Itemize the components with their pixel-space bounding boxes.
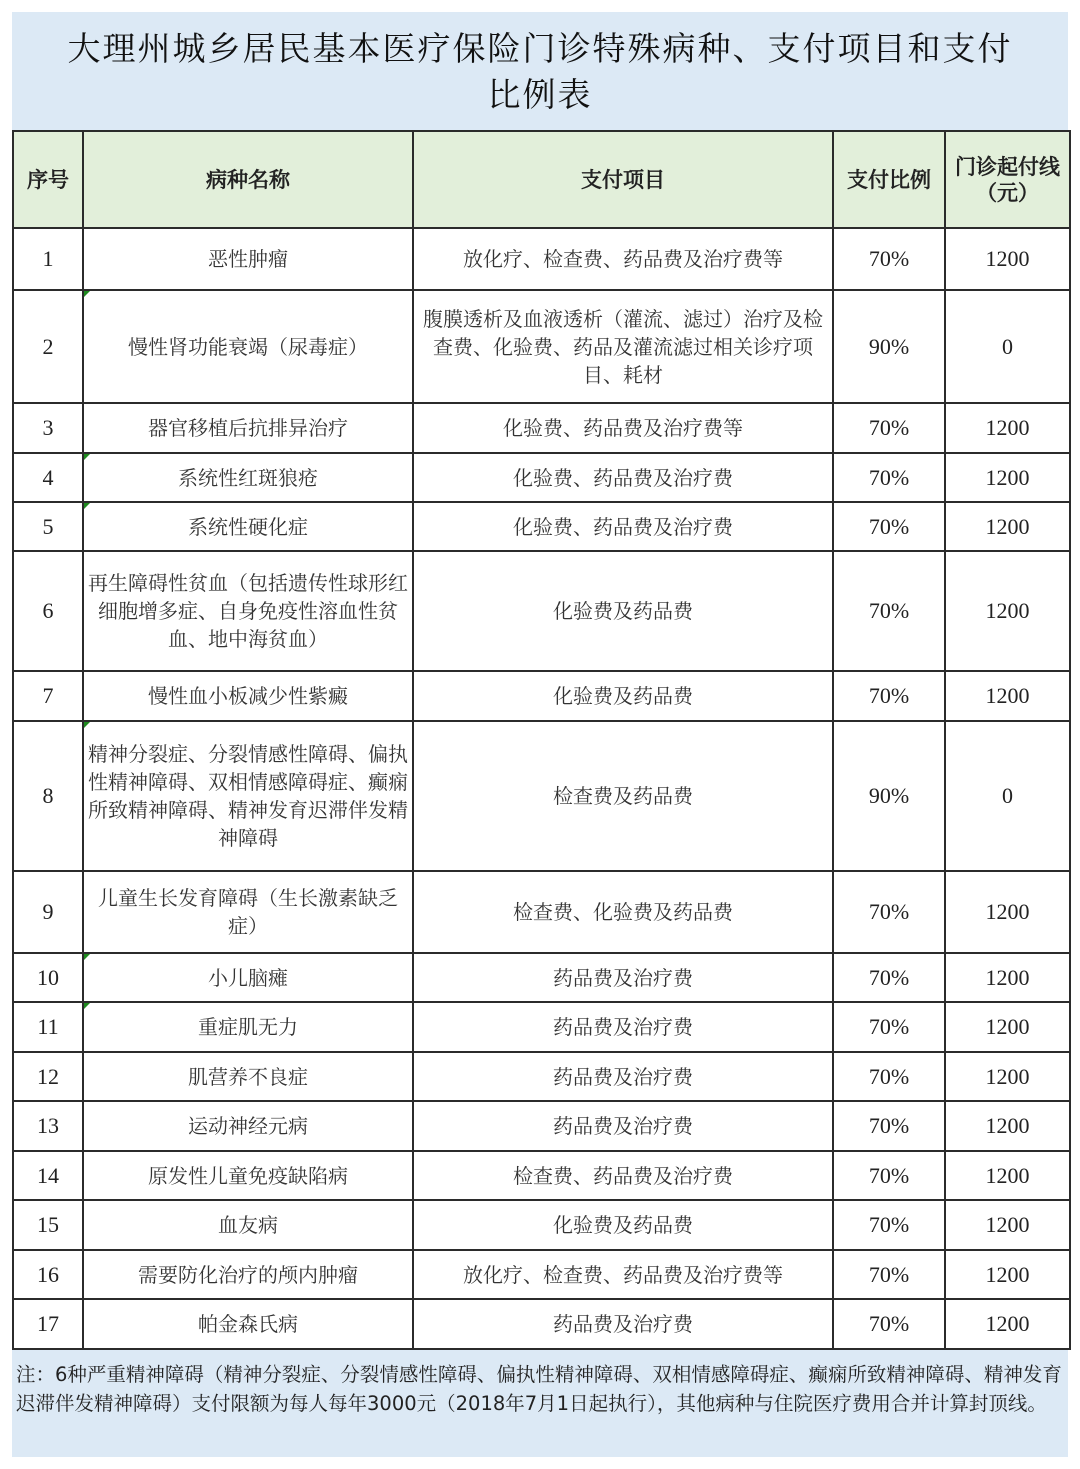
cell-items-text: 化验费及药品费 <box>553 1213 693 1237</box>
cell-disease-text: 运动神经元病 <box>188 1114 308 1138</box>
cell-threshold <box>945 551 1070 671</box>
cell-items <box>413 1250 833 1299</box>
cell-items-text: 药品费及治疗费 <box>553 1312 693 1336</box>
cell-items <box>413 1200 833 1250</box>
cell-threshold <box>945 1299 1070 1349</box>
cell-disease-text: 重症肌无力 <box>198 1015 298 1039</box>
cell-ratio <box>833 1200 945 1250</box>
cell-disease <box>83 502 413 551</box>
cell-disease-text: 原发性儿童免疫缺陷病 <box>148 1163 348 1188</box>
header-threshold: 门诊起付线（元） <box>945 131 1070 228</box>
cell-threshold <box>945 721 1070 871</box>
cell-threshold-text: 1200 <box>985 1311 1030 1336</box>
header-ratio: 支付比例 <box>833 131 945 228</box>
cell-no <box>13 671 83 721</box>
cell-disease-text: 慢性肾功能衰竭（尿毒症） <box>128 334 368 359</box>
table-row <box>13 290 1070 403</box>
cell-items <box>413 1151 833 1200</box>
table-row <box>13 1250 1070 1299</box>
cell-no-text: 13 <box>37 1113 59 1138</box>
cell-disease <box>83 871 413 953</box>
cell-threshold-text: 1200 <box>985 1261 1030 1287</box>
cell-no-text: 3 <box>42 415 54 440</box>
cell-no-text: 6 <box>42 598 54 623</box>
cell-ratio-text: 70% <box>868 1063 910 1089</box>
cell-disease-text: 小儿脑瘫 <box>208 965 288 990</box>
cell-items-text: 化验费、药品费及治疗费 <box>513 465 733 490</box>
cell-disease <box>83 1200 413 1250</box>
cell-no-text: 15 <box>37 1212 59 1237</box>
cell-threshold <box>945 502 1070 551</box>
cell-ratio-text: 70% <box>868 1162 910 1188</box>
cell-disease-text: 再生障碍性贫血（包括遗传性球形红细胞增多症、自身免疫性溶血性贫血、地中海贫血） <box>88 571 408 651</box>
cell-no-text: 11 <box>37 1014 59 1039</box>
cell-items <box>413 871 833 953</box>
comment-marker-icon <box>84 454 90 460</box>
page-title <box>12 26 1068 118</box>
cell-items-text: 化验费及药品费 <box>553 599 693 623</box>
cell-ratio <box>833 228 945 290</box>
cell-disease <box>83 1052 413 1101</box>
cell-items-text: 化验费及药品费 <box>553 684 693 708</box>
title-line-1: 大理州城乡居民基本医疗保险门诊特殊病种、支付项目和支付 <box>67 29 1013 68</box>
cell-items <box>413 228 833 290</box>
table-row <box>13 953 1070 1002</box>
table-row <box>13 1151 1070 1200</box>
cell-ratio-text: 70% <box>868 964 910 990</box>
table-row <box>13 871 1070 953</box>
cell-threshold-text: 1200 <box>985 899 1030 924</box>
cell-no <box>13 1250 83 1299</box>
title-band <box>12 12 1068 130</box>
cell-disease <box>83 1002 413 1052</box>
cell-disease-text: 帕金森氏病 <box>198 1312 298 1336</box>
note-band <box>12 1350 1068 1457</box>
cell-threshold <box>945 1250 1070 1299</box>
cell-ratio <box>833 502 945 551</box>
cell-disease-text: 慢性血小板减少性紫癜 <box>148 684 348 708</box>
cell-disease <box>83 290 413 403</box>
cell-ratio-text: 70% <box>868 598 910 623</box>
cell-disease-text: 系统性硬化症 <box>188 514 308 539</box>
table-row <box>13 1052 1070 1101</box>
cell-ratio <box>833 290 945 403</box>
cell-disease-text: 恶性肿瘤 <box>208 247 288 271</box>
cell-items-text: 药品费及治疗费 <box>553 1015 693 1039</box>
cell-ratio-text: 70% <box>868 1113 910 1138</box>
cell-threshold-text: 1200 <box>985 464 1030 490</box>
cell-threshold-text: 1200 <box>985 683 1030 708</box>
cell-threshold-text: 1200 <box>985 246 1030 271</box>
table-row <box>13 671 1070 721</box>
cell-no-text: 7 <box>42 683 54 708</box>
cell-disease <box>83 551 413 671</box>
table-row <box>13 551 1070 671</box>
cell-items-text: 腹膜透析及血液透析（灌流、滤过）治疗及检查费、化验费、药品及灌流滤过相关诊疗项目、耗材 <box>423 306 823 387</box>
cell-threshold <box>945 1200 1070 1250</box>
table-header-row <box>13 131 1070 228</box>
cell-ratio-text: 90% <box>868 333 910 359</box>
cell-disease <box>83 1151 413 1200</box>
cell-ratio <box>833 551 945 671</box>
cell-items-text: 化验费、药品费及治疗费等 <box>503 416 743 440</box>
table-row <box>13 1101 1070 1151</box>
cell-disease <box>83 403 413 453</box>
cell-ratio <box>833 671 945 721</box>
cell-disease-text: 精神分裂症、分裂情感性障碍、偏执性精神障碍、双相情感障碍症、癫痫所致精神障碍、精神发育迟滞伴发精神障碍 <box>88 742 408 850</box>
comment-marker-icon <box>84 954 90 960</box>
cell-disease <box>83 721 413 871</box>
cell-disease-text: 系统性红斑狼疮 <box>178 465 318 490</box>
cell-ratio <box>833 721 945 871</box>
cell-ratio <box>833 1052 945 1101</box>
cell-items <box>413 1002 833 1052</box>
cell-threshold <box>945 1002 1070 1052</box>
cell-items <box>413 403 833 453</box>
cell-no <box>13 1002 83 1052</box>
cell-ratio <box>833 1299 945 1349</box>
cell-disease <box>83 953 413 1002</box>
cell-disease <box>83 1299 413 1349</box>
cell-items <box>413 953 833 1002</box>
payment-table <box>12 130 1071 1350</box>
cell-threshold-text: 1200 <box>985 1014 1030 1039</box>
cell-no <box>13 502 83 551</box>
cell-no <box>13 228 83 290</box>
cell-no <box>13 1299 83 1349</box>
cell-threshold-text: 0 <box>1002 333 1013 359</box>
cell-items <box>413 671 833 721</box>
cell-ratio-text: 70% <box>868 1014 910 1039</box>
cell-ratio-text: 70% <box>868 1311 910 1336</box>
cell-ratio-text: 70% <box>868 415 910 440</box>
cell-no-text: 5 <box>42 513 54 539</box>
cell-ratio <box>833 953 945 1002</box>
cell-no <box>13 1052 83 1101</box>
cell-ratio-text: 70% <box>868 683 910 708</box>
cell-disease-text: 器官移植后抗排异治疗 <box>148 416 348 440</box>
cell-ratio-text: 70% <box>868 246 910 271</box>
cell-no <box>13 453 83 502</box>
cell-no-text: 4 <box>42 464 54 490</box>
cell-no-text: 16 <box>37 1261 59 1287</box>
cell-ratio <box>833 1250 945 1299</box>
table-row <box>13 1002 1070 1052</box>
header-items: 支付项目 <box>413 131 833 228</box>
cell-no-text: 10 <box>37 964 59 990</box>
cell-threshold <box>945 671 1070 721</box>
table-row <box>13 1299 1070 1349</box>
cell-threshold-text: 1200 <box>985 1162 1030 1188</box>
cell-no-text: 8 <box>42 783 54 808</box>
table-row <box>13 228 1070 290</box>
cell-threshold-text: 1200 <box>985 513 1030 539</box>
cell-threshold-text: 1200 <box>985 598 1030 623</box>
cell-items <box>413 1299 833 1349</box>
cell-no <box>13 1101 83 1151</box>
cell-threshold <box>945 1052 1070 1101</box>
cell-threshold <box>945 1101 1070 1151</box>
cell-items-text: 检查费、药品费及治疗费 <box>513 1163 733 1188</box>
cell-disease <box>83 1101 413 1151</box>
cell-items-text: 检查费及药品费 <box>553 784 693 808</box>
cell-threshold-text: 1200 <box>985 415 1030 440</box>
cell-no-text: 9 <box>42 899 54 924</box>
cell-no-text: 14 <box>37 1162 59 1188</box>
cell-no-text: 12 <box>37 1063 59 1089</box>
cell-ratio-text: 70% <box>868 1212 910 1237</box>
table-row <box>13 721 1070 871</box>
cell-items-text: 药品费及治疗费 <box>553 1064 693 1089</box>
table-row <box>13 453 1070 502</box>
cell-disease-text: 血友病 <box>218 1213 278 1237</box>
comment-marker-icon <box>84 503 90 509</box>
cell-threshold-text: 0 <box>1002 783 1013 808</box>
cell-ratio <box>833 403 945 453</box>
table-body <box>13 228 1070 1349</box>
cell-disease <box>83 453 413 502</box>
footnote: 注：6种严重精神障碍（精神分裂症、分裂情感性障碍、偏执性精神障碍、双相情感障碍症、癫痫所致精神障碍、精神发育迟滞伴发精神障碍）支付限额为每人每年3000元（2018年7月1日起执行），其他病种与住院医疗费用合并计算封顶线。 <box>16 1363 1062 1415</box>
comment-marker-icon <box>84 1003 90 1009</box>
cell-items-text: 药品费及治疗费 <box>553 965 693 990</box>
cell-disease-text: 需要防化治疗的颅内肿瘤 <box>138 1262 358 1287</box>
cell-ratio-text: 70% <box>868 513 910 539</box>
cell-items <box>413 551 833 671</box>
cell-disease <box>83 1250 413 1299</box>
cell-items <box>413 1101 833 1151</box>
cell-ratio <box>833 1151 945 1200</box>
cell-ratio-text: 70% <box>868 1261 910 1287</box>
cell-threshold <box>945 953 1070 1002</box>
cell-ratio <box>833 453 945 502</box>
cell-threshold <box>945 1151 1070 1200</box>
cell-items <box>413 502 833 551</box>
cell-items-text: 药品费及治疗费 <box>553 1114 693 1138</box>
cell-disease-text: 儿童生长发育障碍（生长激素缺乏症） <box>98 886 398 938</box>
cell-ratio <box>833 1101 945 1151</box>
cell-threshold-text: 1200 <box>985 1063 1030 1089</box>
cell-ratio-text: 70% <box>868 899 910 924</box>
table-row <box>13 502 1070 551</box>
cell-threshold <box>945 453 1070 502</box>
cell-disease <box>83 671 413 721</box>
table-row <box>13 403 1070 453</box>
cell-no-text: 17 <box>37 1311 59 1336</box>
cell-items-text: 放化疗、检查费、药品费及治疗费等 <box>463 247 783 271</box>
cell-no <box>13 1151 83 1200</box>
cell-threshold-text: 1200 <box>985 1113 1030 1138</box>
cell-no <box>13 403 83 453</box>
cell-items <box>413 721 833 871</box>
cell-ratio <box>833 1002 945 1052</box>
cell-items <box>413 453 833 502</box>
cell-no <box>13 551 83 671</box>
comment-marker-icon <box>84 291 90 297</box>
header-disease: 病种名称 <box>83 131 413 228</box>
cell-threshold-text: 1200 <box>985 1212 1030 1237</box>
cell-no-text: 2 <box>42 333 54 359</box>
cell-threshold <box>945 290 1070 403</box>
cell-no <box>13 871 83 953</box>
cell-ratio-text: 90% <box>868 783 910 808</box>
header-no: 序号 <box>13 131 83 228</box>
cell-items-text: 化验费、药品费及治疗费 <box>513 514 733 539</box>
cell-threshold-text: 1200 <box>985 964 1030 990</box>
cell-disease <box>83 228 413 290</box>
cell-ratio-text: 70% <box>868 464 910 490</box>
cell-no <box>13 290 83 403</box>
cell-no <box>13 1200 83 1250</box>
cell-threshold <box>945 228 1070 290</box>
title-line-2: 比例表 <box>487 75 593 114</box>
cell-threshold <box>945 403 1070 453</box>
cell-items-text: 检查费、化验费及药品费 <box>513 900 733 924</box>
cell-no <box>13 953 83 1002</box>
cell-items-text: 放化疗、检查费、药品费及治疗费等 <box>463 1262 783 1287</box>
cell-items <box>413 290 833 403</box>
cell-ratio <box>833 871 945 953</box>
cell-items <box>413 1052 833 1101</box>
cell-no <box>13 721 83 871</box>
comment-marker-icon <box>84 722 90 728</box>
cell-no-text: 1 <box>42 246 54 271</box>
cell-threshold <box>945 871 1070 953</box>
cell-disease-text: 肌营养不良症 <box>188 1064 308 1089</box>
table-row <box>13 1200 1070 1250</box>
